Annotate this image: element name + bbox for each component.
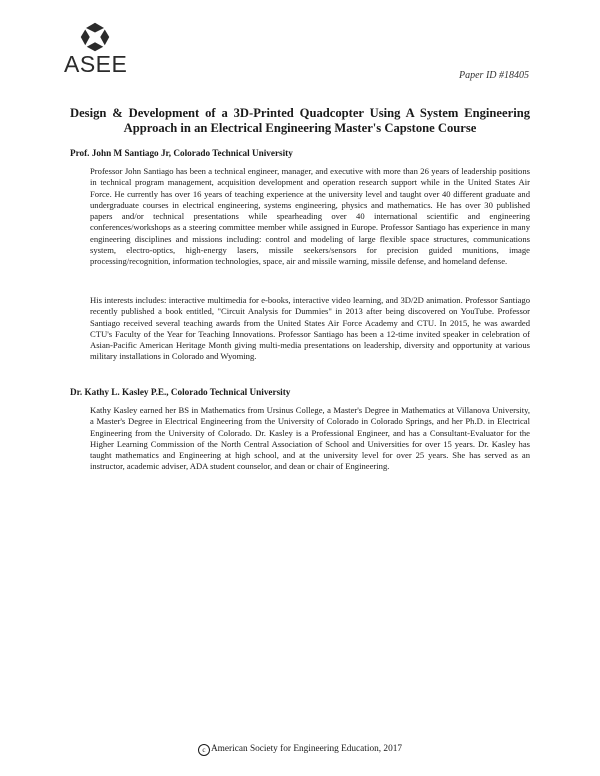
asee-emblem-icon	[80, 22, 110, 52]
paper-title: Design & Development of a 3D-Printed Quadcopter Using A System Engineering Approach in an Electrical Engineering Master's Capstone Course	[70, 106, 530, 135]
logo-text: ASEE	[64, 51, 128, 77]
author-name: Prof. John M Santiago Jr, Colorado Technical University	[70, 148, 293, 158]
paper-id: Paper ID #18405	[459, 70, 529, 81]
footer-copyright	[0, 744, 600, 756]
footer-text: American Society for Engineering Education, 2017	[210, 744, 403, 754]
copyright-symbol: c	[198, 744, 210, 756]
author-name: Dr. Kathy L. Kasley P.E., Colorado Technical University	[70, 387, 291, 397]
author-bio-paragraph: Professor John Santiago has been a technical engineer, manager, and executive with more than 26 years of leadership positions in technical program management, acquisition development and operation research support while in the United States Air Force. He currently has over 16 years of teaching experience at the university level and taught over 40 different graduate and undergraduate courses in electrical engineering, systems engineering, physics and mathematics. He has over 30 published papers and/or technical presentations while spearheading over 40 international scientific and engineering conferences/workshops as a steering committee member while assigned in Europe. Professor Santiago has experience in many engineering disciplines and missions including: control and modeling of large flexible space structures, communications system, electro-optics, high-energy lasers, missile seekers/sensors for precision guided munitions, image processing/recognition, information technologies, space, air and missile warning, missile defense, and homeland defense.	[90, 166, 530, 266]
asee-logo	[64, 22, 128, 77]
author-bio-paragraph: His interests includes: interactive multimedia for e-books, interactive video learning, and 3D/2D animation. Professor Santiago recently published a book entitled, "Circuit Analysis for Dummies" in 2013 after being discovered on YouTube. Professor Santiago received several teaching awards from the United States Air Force Academy and CTU. In 2015, he was awarded CTU's Faculty of the Year for Teaching Innovations. Professor Santiago has been a 12-time invited speaker in celebration of Asian-Pacific American Heritage Month giving multi-media presentations on leadership, diversity and opportunity at various military installations in Colorado and Wyoming.	[90, 295, 530, 362]
author-bio-paragraph: Kathy Kasley earned her BS in Mathematics from Ursinus College, a Master's Degree in Mathematics at Villanova University, a Master's Degree in Electrical Engineering from the University of Colorado in Colorado Springs, and her Ph.D. in Electrical Engineering from the University of Colorado. Dr. Kasley is a Professional Engineer, and has a Consultant-Evaluator for the Higher Learning Commission of the North Central Association of School and Universities for over 15 years. Dr. Kasley has taught mathematics and Engineering at high school, and at the university level for over 25 years. She has served as an instructor, academic adviser, ADA student counselor, and dean or chair of Engineering.	[90, 405, 530, 472]
